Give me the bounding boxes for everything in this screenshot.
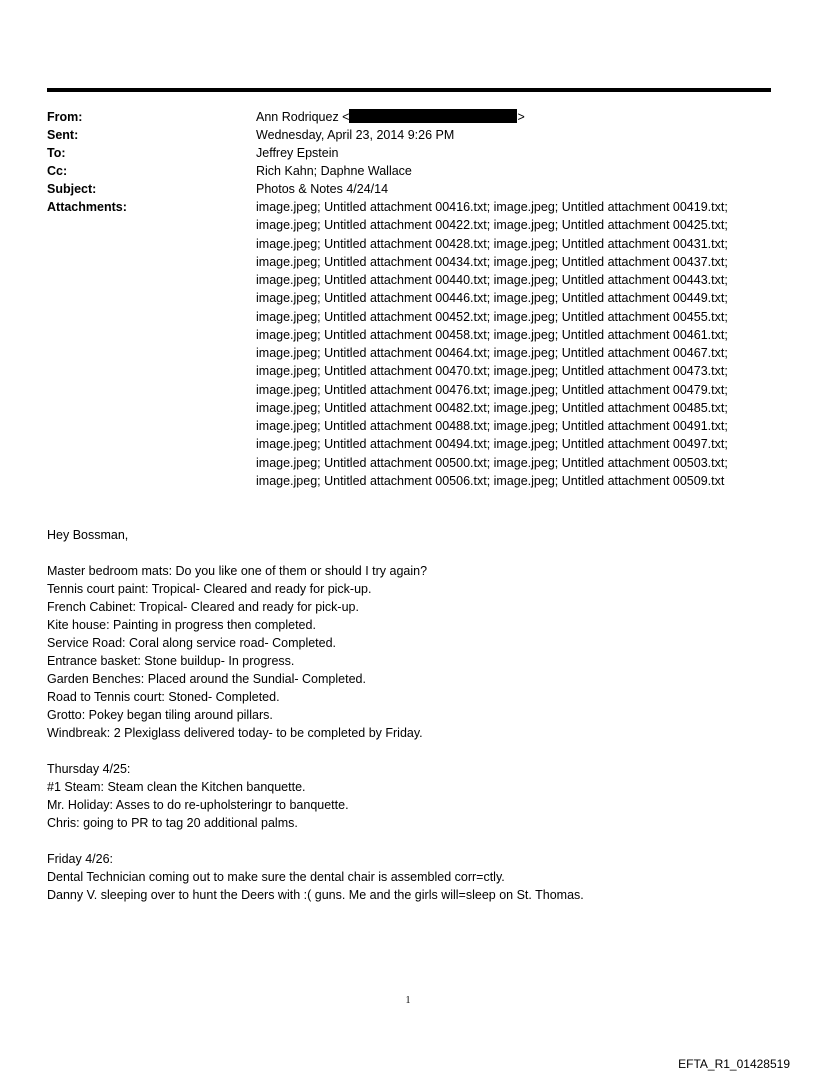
attachment-line[interactable]: image.jpeg; Untitled attachment 00416.txt; image.jpeg; Untitled attachment 00419.txt; [256, 200, 728, 214]
note-line: Entrance basket: Stone buildup- In progress. [47, 654, 295, 668]
attachment-line[interactable]: image.jpeg; Untitled attachment 00506.txt; image.jpeg; Untitled attachment 00509.txt [256, 473, 725, 488]
spacer [47, 544, 584, 562]
attachment-line[interactable]: image.jpeg; Untitled attachment 00422.txt; image.jpeg; Untitled attachment 00425.txt; [256, 218, 728, 233]
thursday-line: Chris: going to PR to tag 20 additional palms. [47, 816, 298, 830]
sent-label: Sent: [47, 128, 79, 142]
from-name: Ann Rodriquez < [256, 110, 350, 124]
attachment-line[interactable]: image.jpeg; Untitled attachment 00476.txt; image.jpeg; Untitled attachment 00479.txt; [256, 382, 728, 397]
note-line: Grotto: Pokey began tiling around pillars. [47, 708, 273, 722]
to-label: To: [47, 146, 66, 160]
attachment-line[interactable]: image.jpeg; Untitled attachment 00494.txt; image.jpeg; Untitled attachment 00497.txt; [256, 437, 728, 452]
from-label: From: [47, 110, 83, 124]
subject-label: Subject: [47, 182, 97, 196]
attachment-line[interactable]: image.jpeg; Untitled attachment 00488.txt; image.jpeg; Untitled attachment 00491.txt; [256, 419, 728, 433]
note-line: Garden Benches: Placed around the Sundial- Completed. [47, 672, 366, 686]
attachment-line[interactable]: image.jpeg; Untitled attachment 00470.txt; image.jpeg; Untitled attachment 00473.txt; [256, 364, 728, 379]
attachments-label: Attachments: [47, 200, 127, 214]
attachments-list [256, 198, 728, 490]
attachment-line[interactable]: image.jpeg; Untitled attachment 00434.txt; image.jpeg; Untitled attachment 00437.txt; [256, 254, 728, 269]
document-id: EFTA_R1_01428519 [678, 1057, 790, 1071]
note-line: Road to Tennis court: Stoned- Completed. [47, 690, 280, 704]
attachment-line[interactable]: image.jpeg; Untitled attachment 00428.txt; image.jpeg; Untitled attachment 00431.txt; [256, 236, 728, 251]
note-line: Service Road: Coral along service road- Completed. [47, 636, 337, 650]
spacer [47, 832, 584, 850]
attachment-line[interactable]: image.jpeg; Untitled attachment 00458.txt; image.jpeg; Untitled attachment 00461.txt; [256, 327, 728, 342]
spacer [47, 742, 584, 760]
from-value [256, 108, 776, 126]
from-tail: > [517, 110, 525, 124]
thursday-line: #1 Steam: Steam clean the Kitchen banquette. [47, 780, 306, 794]
header-divider [47, 88, 771, 92]
attachment-line[interactable]: image.jpeg; Untitled attachment 00464.txt; image.jpeg; Untitled attachment 00467.txt; [256, 346, 728, 360]
greeting: Hey Bossman, [47, 528, 129, 542]
note-line: Master bedroom mats: Do you like one of them or should I try again? [47, 564, 428, 578]
cc-label: Cc: [47, 164, 68, 178]
note-line: Tennis court paint: Tropical- Cleared and ready for pick-up. [47, 582, 372, 596]
sent-value: Wednesday, April 23, 2014 9:26 PM [256, 128, 455, 142]
cc-value: Rich Kahn; Daphne Wallace [256, 164, 412, 178]
to-value: Jeffrey Epstein [256, 146, 339, 160]
friday-line: Danny V. sleeping over to hunt the Deers with :( guns. Me and the girls will=sleep on St. Thomas. [47, 888, 584, 902]
subject-value: Photos & Notes 4/24/14 [256, 182, 389, 196]
note-line: Windbreak: 2 Plexiglass delivered today- to be completed by Friday. [47, 726, 423, 740]
page-number: 1 [405, 995, 411, 1006]
email-body [47, 526, 584, 904]
thursday-heading: Thursday 4/25: [47, 762, 131, 776]
attachment-line[interactable]: image.jpeg; Untitled attachment 00482.txt; image.jpeg; Untitled attachment 00485.txt; [256, 400, 728, 415]
friday-heading: Friday 4/26: [47, 852, 114, 866]
note-line: French Cabinet: Tropical- Cleared and ready for pick-up. [47, 600, 359, 614]
attachment-line[interactable]: image.jpeg; Untitled attachment 00446.txt; image.jpeg; Untitled attachment 00449.txt; [256, 291, 728, 306]
attachment-line[interactable]: image.jpeg; Untitled attachment 00500.txt; image.jpeg; Untitled attachment 00503.txt; [256, 455, 728, 470]
attachment-line[interactable]: image.jpeg; Untitled attachment 00452.txt; image.jpeg; Untitled attachment 00455.txt; [256, 309, 728, 324]
friday-line: Dental Technician coming out to make sure the dental chair is assembled corr=ctly. [47, 870, 505, 884]
note-line: Kite house: Painting in progress then completed. [47, 618, 316, 632]
redaction-block [349, 109, 517, 123]
thursday-line: Mr. Holiday: Asses to do re-upholsteringr to banquette. [47, 798, 349, 812]
attachment-line[interactable]: image.jpeg; Untitled attachment 00440.txt; image.jpeg; Untitled attachment 00443.txt; [256, 273, 728, 287]
